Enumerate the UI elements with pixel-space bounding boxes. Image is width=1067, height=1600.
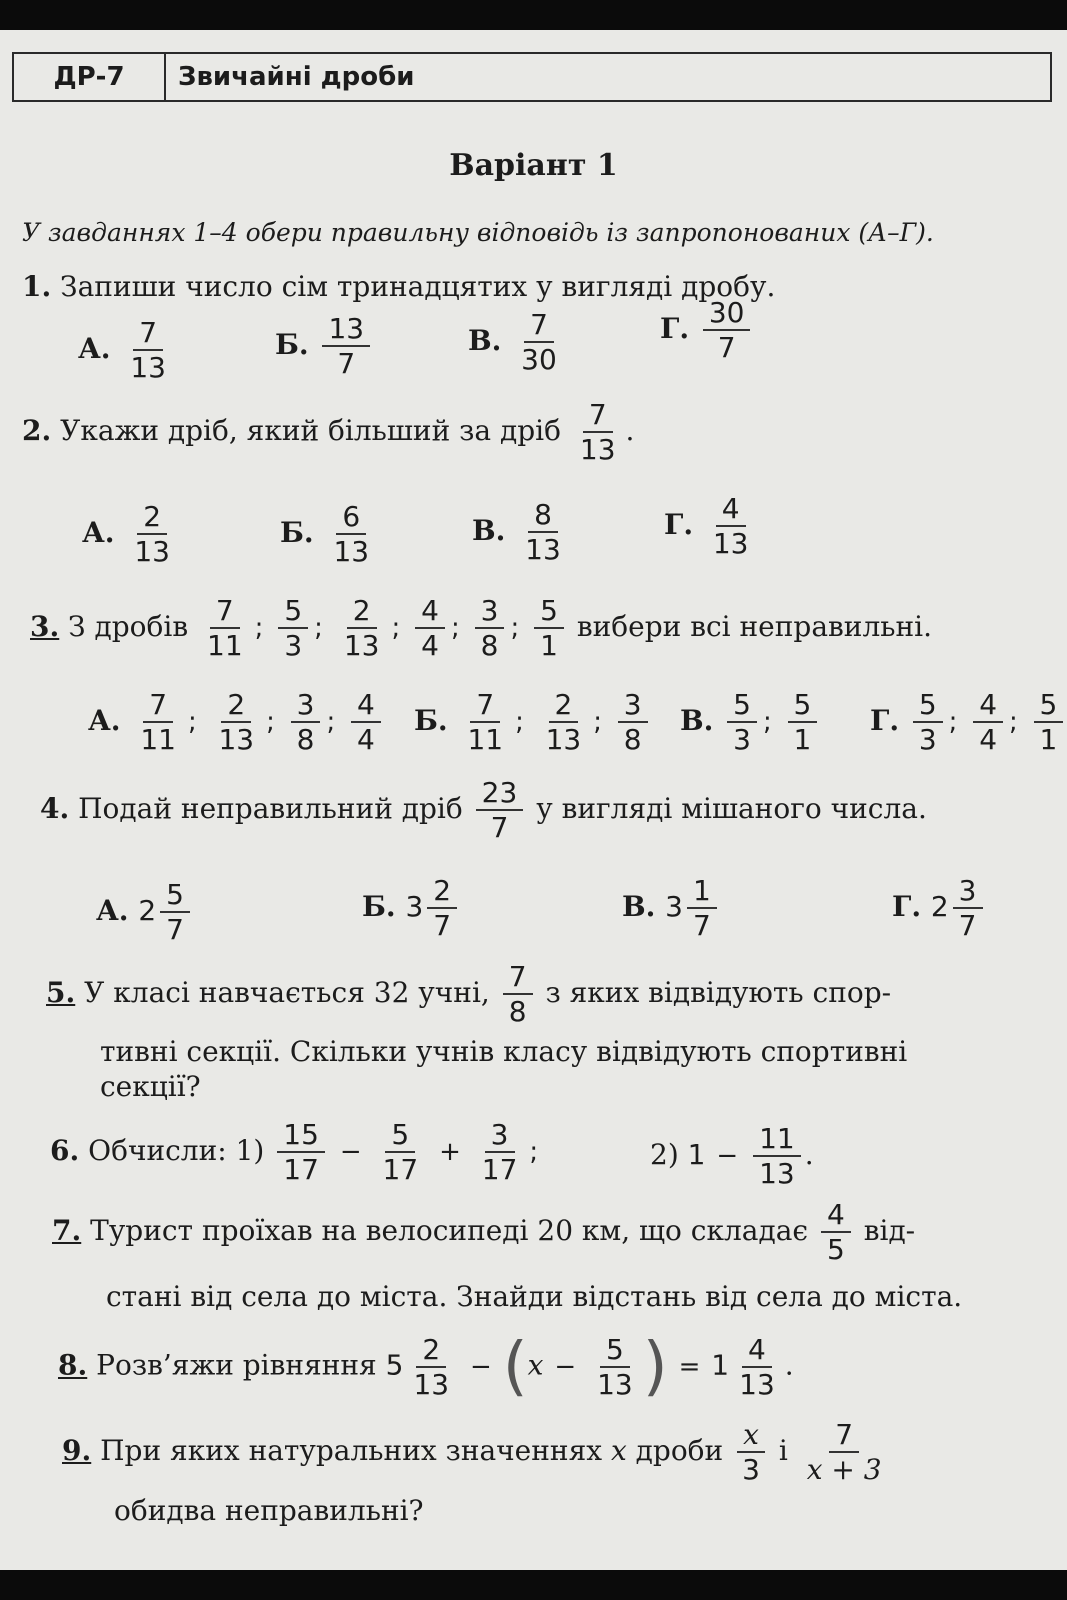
question-number: 1. (22, 270, 52, 303)
fraction: $\frac{13}{7}$ (322, 314, 370, 379)
fraction-list: $\frac{7}{11}$ ; $\frac{5}{3}$ ; $\frac{2}{13}$ ; $\frac{4}{4}$ ; $\frac{3}{8}$ ; $\frac{5}{1}$ (197, 610, 577, 643)
q2-option-b[interactable] (280, 502, 379, 567)
fraction: $\frac{7}{13}$ (130, 316, 166, 385)
option-label: А. (88, 703, 121, 737)
q4-option-c[interactable]: В. 3 $\frac{1}{7}$ (622, 876, 721, 941)
option-label: В. (622, 889, 656, 923)
question-9: 9. При яких натуральних значеннях x дроби $\frac{x}{3}$ і $\frac{7}{x + 3}$ (62, 1418, 882, 1487)
q1-option-d[interactable] (660, 298, 754, 363)
worksheet-page (0, 30, 1067, 1570)
q3-option-a[interactable]: А. $\frac{7}{11}$ ; $\frac{2}{13}$ ; $\frac{3}{8}$ ; $\frac{4}{4}$ (88, 690, 385, 755)
question-number: 2. (22, 413, 52, 447)
fraction: $\frac{7}{13}$ (579, 398, 616, 467)
question-text: Укажи дріб, який більший за дріб (60, 413, 561, 447)
question-text: У класі навчається 32 учні, (84, 975, 490, 1009)
question-2: 2. Укажи дріб, який більший за дріб $\frac{7}{13}$ . (22, 398, 635, 467)
option-label: В. (472, 513, 506, 547)
option-label: А. (82, 515, 115, 549)
variant-title: Варіант 1 (449, 148, 618, 183)
option-label: Б. (280, 515, 314, 549)
fraction: $\frac{6}{13}$ (333, 500, 370, 569)
question-text: Обчисли: (88, 1133, 227, 1167)
q3-option-c[interactable]: В. $\frac{5}{3}$ ; $\frac{5}{1}$ (680, 690, 821, 755)
question-7 (52, 1200, 915, 1265)
option-label: В. (680, 703, 714, 737)
worksheet-code: ДР-7 (14, 54, 166, 100)
worksheet-title: Звичайні дроби (178, 62, 415, 92)
option-label: Б. (275, 327, 309, 361)
q2-option-a[interactable] (82, 502, 180, 567)
question-5-line-2: тивні секції. Скільки учнів класу відвідують спортивні (100, 1035, 908, 1068)
question-8: 8. Розв’яжи рівняння 5 $\frac{2}{13}$ − (x − $\frac{5}{13}$ ) = 1 $\frac{4}{13}$ . (58, 1330, 794, 1404)
fraction: $\frac{7}{30}$ (521, 308, 557, 377)
fraction: $\frac{23}{7}$ (476, 778, 524, 843)
question-number: 8. (58, 1348, 88, 1382)
option-label: В. (468, 323, 502, 357)
question-9-line-2: обидва неправильні? (114, 1494, 424, 1527)
question-6: 6. Обчисли: 1) $\frac{15}{17}$ − $\frac{5}{17}$ + $\frac{3}{17}$ ; (50, 1118, 539, 1187)
fraction: $\frac{7}{8}$ (503, 962, 533, 1027)
question-number: 5. (46, 975, 76, 1009)
q2-option-c[interactable] (472, 500, 571, 565)
fraction: $\frac{4}{13}$ (712, 492, 749, 561)
question-text-2: вибери всі неправильні. (576, 609, 932, 643)
q1-option-b[interactable] (275, 314, 374, 379)
question-number: 7. (52, 1213, 82, 1247)
q3-option-b[interactable]: Б. $\frac{7}{11}$ ; $\frac{2}{13}$ ; $\frac{3}{8}$ (414, 690, 652, 755)
question-text-2: у вигляді мішаного числа. (536, 791, 927, 825)
question-text: Розв’яжи рівняння (96, 1348, 377, 1382)
question-text: Подай неправильний дріб (78, 791, 463, 825)
question-text: При яких натуральних значеннях (100, 1433, 603, 1467)
question-text: Запиши число сім тринадцятих у вигляді дробу. (60, 270, 776, 303)
q1-option-a[interactable] (78, 318, 176, 383)
question-7-line-2: стані від села до міста. Знайди відстань від села до міста. (106, 1280, 963, 1313)
fraction: $\frac{4}{5}$ (821, 1200, 851, 1265)
q4-option-d[interactable]: Г. 2 $\frac{3}{7}$ (892, 876, 987, 941)
question-number: 6. (50, 1133, 80, 1167)
question-3 (30, 596, 932, 661)
question-6-part-2: 2) 1 − $\frac{11}{13}$ . (650, 1122, 814, 1191)
q3-option-d[interactable]: Г. $\frac{5}{3}$ ; $\frac{4}{4}$ ; $\frac{5}{1}$ (870, 690, 1067, 755)
worksheet-header (12, 52, 1052, 102)
question-4 (40, 778, 927, 843)
q1-option-c[interactable] (468, 310, 567, 375)
instruction: У завданнях 1–4 обери правильну відповідь із запропонованих (А–Г). (22, 218, 934, 247)
fraction: $\frac{8}{13}$ (525, 498, 561, 567)
q4-option-b[interactable]: Б. 3 $\frac{2}{7}$ (362, 876, 461, 941)
option-label: Б. (362, 889, 396, 923)
question-text-2: з яких відвідують спор- (545, 975, 892, 1009)
question-text-2: від- (863, 1213, 916, 1247)
fraction: $\frac{2}{13}$ (134, 500, 170, 569)
option-label: А. (78, 331, 111, 365)
option-label: Г. (660, 311, 690, 345)
q2-option-d[interactable] (664, 494, 758, 559)
fraction: $\frac{30}{7}$ (703, 298, 751, 363)
question-number: 9. (62, 1433, 92, 1467)
question-number: 4. (40, 791, 70, 825)
option-label: Г. (870, 703, 900, 737)
option-label: Г. (892, 889, 922, 923)
question-text: З дробів (68, 609, 189, 643)
option-label: А. (96, 893, 129, 927)
question-number: 3. (30, 609, 60, 643)
question-text: Турист проїхав на велосипеді 20 км, що складає (90, 1213, 809, 1247)
q4-option-a[interactable]: А. 2 $\frac{5}{7}$ (96, 880, 194, 945)
option-label: Б. (414, 703, 448, 737)
question-5-line-3: секції? (100, 1070, 201, 1103)
option-label: Г. (664, 507, 694, 541)
question-5 (46, 962, 891, 1027)
